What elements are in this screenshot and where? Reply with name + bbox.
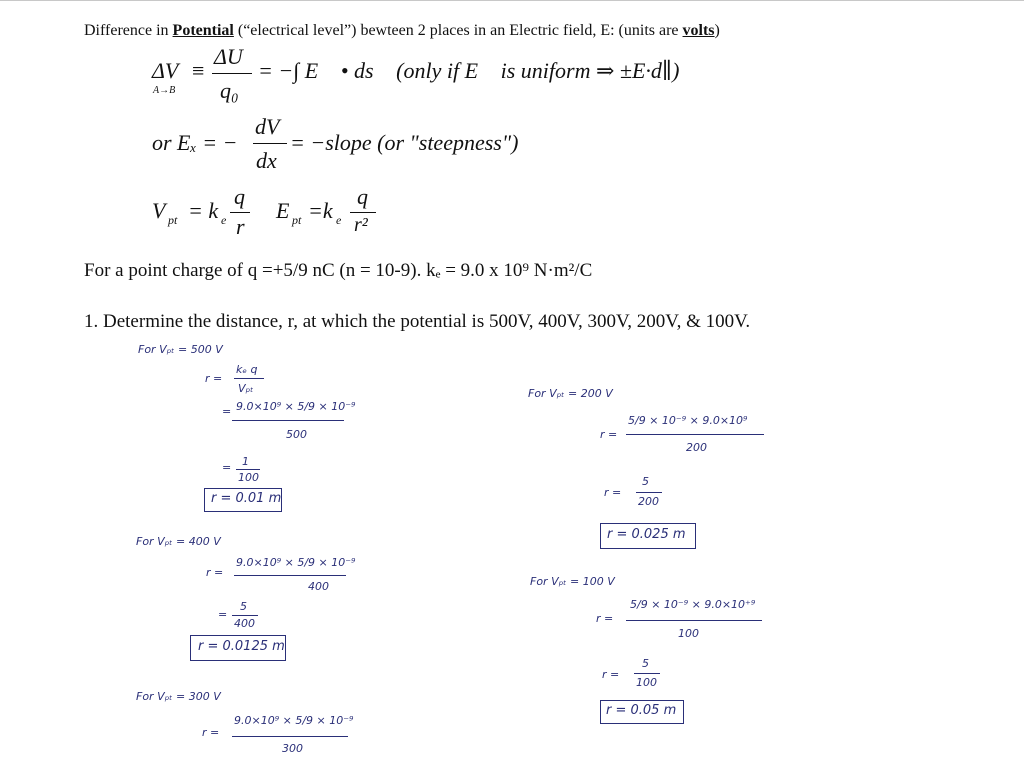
eq1-rhs: = −∫ E⃗ • ds⃗ (only if E⃗ is uniform ⇒ ±E·d∥) <box>258 58 680 83</box>
work-200-f2-den: 200 <box>638 495 659 508</box>
work-200-answer: r = 0.025 m <box>607 527 686 542</box>
work-200-r-label: r = <box>600 428 618 441</box>
work-500-eq3: = <box>222 461 232 474</box>
header-potential: Potential <box>172 22 234 39</box>
top-border <box>0 0 1024 1</box>
work-400-f1-num: 9.0×10⁹ × 5/9 × 10⁻⁹ <box>236 556 356 569</box>
eq3-v-den: r <box>236 214 245 239</box>
eq3-e-frac-line <box>350 212 376 213</box>
eq2-rhs: = −slope (or "steepness") <box>290 130 519 155</box>
work-200-f1-den: 200 <box>686 441 707 454</box>
work-200-f1-num: 5/9 × 10⁻⁹ × 9.0×10⁹ <box>628 414 748 427</box>
work-400-r-label: r = <box>206 566 224 579</box>
work-500-f2-den: 500 <box>286 428 307 441</box>
eq3-v-lhs: V <box>152 198 166 223</box>
work-500-f1-num: kₑ q <box>236 363 258 376</box>
eq2-den: dx <box>256 148 277 173</box>
work-500-f3-num: 1 <box>242 455 249 468</box>
work-300-f1-num: 9.0×10⁹ × 5/9 × 10⁻⁹ <box>234 714 354 727</box>
work-100-title: For Vₚₜ = 100 V <box>530 575 615 588</box>
work-400-eq2: = <box>218 608 228 621</box>
work-300-r-label: r = <box>202 726 220 739</box>
work-500-f2-num: 9.0×10⁹ × 5/9 × 10⁻⁹ <box>236 400 356 413</box>
eq1-equiv: ≡ <box>192 58 205 83</box>
eq2-lhs: or Eₓ = − <box>152 130 238 155</box>
work-200-f1-bar <box>626 434 764 435</box>
work-300-title: For Vₚₜ = 300 V <box>136 690 221 703</box>
work-100-f2-den: 100 <box>636 676 657 689</box>
work-500-f1-den: Vₚₜ <box>238 382 254 395</box>
work-400-f1-bar <box>234 575 346 576</box>
eq2-frac-line <box>253 143 287 144</box>
work-400-f1-den: 400 <box>308 580 329 593</box>
work-400-title: For Vₚₜ = 400 V <box>136 535 221 548</box>
work-200-f2-num: 5 <box>642 475 649 488</box>
work-100-f1-den: 100 <box>678 627 699 640</box>
work-400-f2-bar <box>232 615 258 616</box>
eq3-v-eq: = k <box>188 198 219 223</box>
work-200-title: For Vₚₜ = 200 V <box>528 387 613 400</box>
eq3-v-frac-line <box>230 212 250 213</box>
eq3-v-sub: pt <box>168 213 178 227</box>
work-400-answer: r = 0.0125 m <box>198 639 285 654</box>
eq3-e-sub: pt <box>292 213 302 227</box>
eq1-lhs: ΔV <box>152 58 179 83</box>
work-200-r-label2: r = <box>604 486 622 499</box>
work-100-f2-bar <box>634 673 660 674</box>
work-500-title: For Vₚₜ = 500 V <box>138 343 223 356</box>
eq1-lhs-sub: A→B <box>153 85 176 96</box>
work-500-f3-den: 100 <box>238 471 259 484</box>
work-500-r-label: r = <box>205 372 223 385</box>
work-100-f1-bar <box>626 620 762 621</box>
work-500-f2-bar <box>232 420 344 421</box>
eq2-num: dV <box>255 114 280 139</box>
given-text: For a point charge of q =+5/9 nC (n = 10-9). kₑ = 9.0 x 10⁹ N·m²/C <box>84 260 593 281</box>
header-pre: Difference in <box>84 22 173 39</box>
work-100-f1-num: 5/9 × 10⁻⁹ × 9.0×10⁺⁹ <box>630 598 756 611</box>
eq1-frac-line <box>212 73 252 74</box>
work-300-f1-den: 300 <box>282 742 303 755</box>
eq3-e-ke: e <box>336 213 342 227</box>
work-100-r-label2: r = <box>602 668 620 681</box>
header-post: ) <box>714 22 720 39</box>
header-volts: volts <box>682 22 715 39</box>
work-500-eq2: = <box>222 405 232 418</box>
eq3-e-lhs: E <box>276 198 290 223</box>
header-line <box>84 22 720 40</box>
work-500-f1-bar <box>234 378 264 379</box>
eq3-e-den: r² <box>354 214 368 236</box>
eq3-v-num: q <box>234 184 245 209</box>
work-100-answer: r = 0.05 m <box>606 703 677 718</box>
work-400-f2-num: 5 <box>240 600 247 613</box>
eq1-num: ΔU <box>214 44 243 69</box>
eq3-e-eq: =k <box>308 198 333 223</box>
work-200-f2-bar <box>636 492 662 493</box>
work-500-answer: r = 0.01 m <box>211 491 282 506</box>
work-100-f2-num: 5 <box>642 657 649 670</box>
work-400-f2-den: 400 <box>234 617 255 630</box>
work-300-f1-bar <box>232 736 348 737</box>
eq3-v-ke: e <box>221 213 227 227</box>
header-mid: (“electrical level”) bewteen 2 places in an Electric field, E: (units are <box>233 22 683 39</box>
work-100-r-label: r = <box>596 612 614 625</box>
work-500-f3-bar <box>236 469 260 470</box>
question-text: 1. Determine the distance, r, at which the potential is 500V, 400V, 300V, 200V, & 100V. <box>84 311 751 332</box>
eq3-e-num: q <box>357 184 368 209</box>
eq1-den: q₀ <box>220 78 239 103</box>
